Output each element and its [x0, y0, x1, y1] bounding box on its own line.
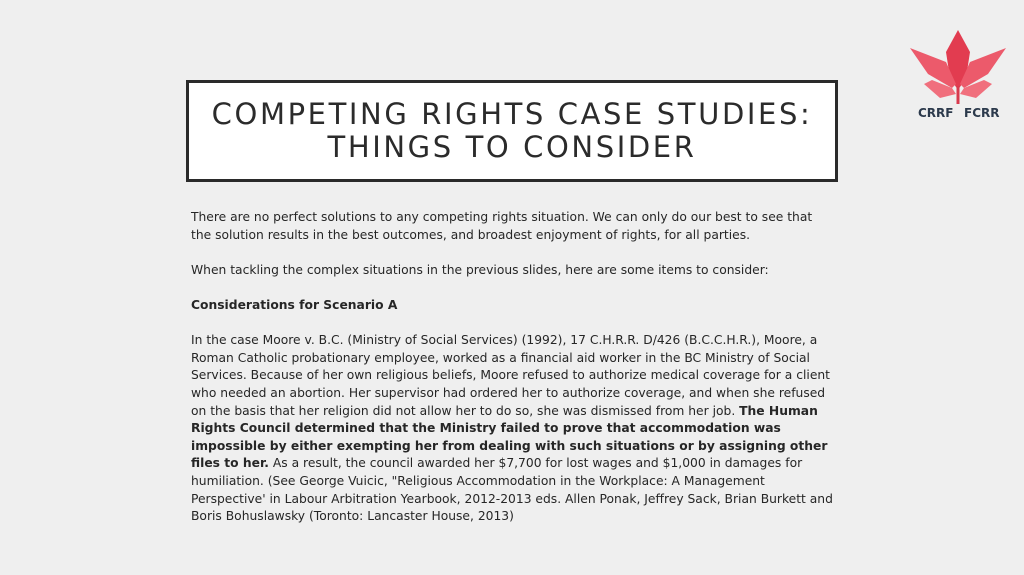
scenario-heading: Considerations for Scenario A [191, 297, 398, 312]
slide-title-line-1: COMPETING RIGHTS CASE STUDIES: [211, 97, 813, 131]
maple-leaf-icon [906, 28, 1010, 108]
logo-text-fcrr: FCRR [964, 106, 1000, 120]
slide-title-line-2: THINGS TO CONSIDER [327, 130, 697, 164]
crrf-logo [906, 28, 1010, 124]
intro-paragraph: There are no perfect solutions to any competing rights situation. We can only do our best to see that the solution results in the best outcomes, and broadest enjoyment of rights, for all parties. [191, 210, 813, 242]
logo-text-crrf: CRRF [918, 106, 954, 120]
slide-title-box [186, 80, 838, 182]
case-text-bold: The Human Rights Council determined that the Ministry failed to prove that accommodation was impossible by either exempting her from dealing with such situations or by assigning other files to her. [191, 403, 828, 471]
lead-in-paragraph: When tackling the complex situations in the previous slides, here are some items to consider: [191, 262, 769, 277]
slide-body [191, 209, 835, 543]
case-text-end: As a result, the council awarded her $7,700 for lost wages and $1,000 in damages for humiliation. (See George Vuicic, "Religious Accommodation in the Workplace: A Management Perspective' in Labour Arbitration Yearbook, 2012-2013 eds. Allen Ponak, Jeffrey Sack, Brian Burkett and Boris Bohuslawsky (Toronto: Lancaster House, 2013) [191, 456, 833, 524]
case-text-start: In the case Moore v. B.C. (Ministry of Social Services) (1992), 17 C.H.R.R. D/426 (B.C.C.H.R.), Moore, a Roman Catholic probationary employee, worked as a financial aid worker in the BC Ministry of Social Services. Because of her own religious beliefs, Moore refused to authorize medical coverage for a client who needed an abortion. Her supervisor had ordered her to authorize coverage, and when she refused on the basis that her religion did not allow her to do so, she was dismissed from her job. [191, 333, 830, 418]
case-paragraph [191, 332, 835, 526]
